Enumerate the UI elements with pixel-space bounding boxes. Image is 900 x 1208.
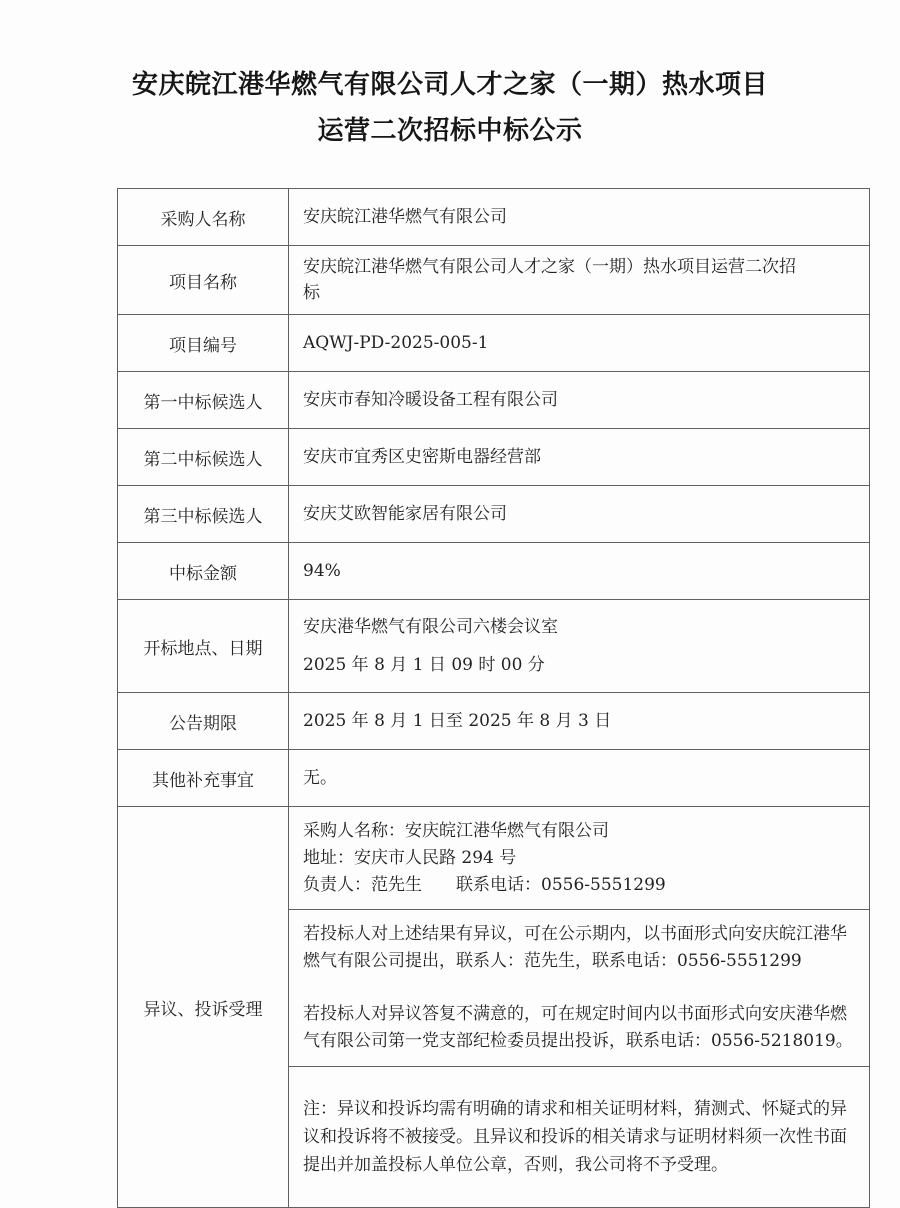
table-row <box>118 543 870 600</box>
table-row <box>118 429 870 486</box>
note-text: 注：异议和投诉均需有明确的请求和相关证明材料，猜测式、怀疑式的异议和投诉将不被接受。且异议和投诉的相关请求与证明材料须一次性书面提出并加盖投标人单位公章，否则，我公司将不予受理。 <box>303 1099 847 1175</box>
objection-paragraph: 若投标人对上述结果有异议，可在公示期内，以书面形式向安庆皖江港华燃气有限公司提出，联系人：范先生，联系电话：0556-5551299 <box>303 924 847 971</box>
row-label: 第二中标候选人 <box>118 429 289 486</box>
row-value <box>289 372 870 429</box>
table-row <box>118 693 870 750</box>
note-cell <box>289 1067 870 1208</box>
row-value <box>289 429 870 486</box>
open-bid-datetime: 2025 年 8 月 1 日 09 时 00 分 <box>303 655 545 675</box>
table-row <box>118 600 870 693</box>
page-title: 安庆皖江港华燃气有限公司人才之家（一期）热水项目运营二次招标中标公示 <box>131 70 768 146</box>
document-page <box>0 62 900 1175</box>
second-candidate: 安庆市宜秀区史密斯电器经营部 <box>303 447 541 467</box>
contact-purchaser: 采购人名称：安庆皖江港华燃气有限公司 <box>303 820 609 841</box>
row-value <box>289 693 870 750</box>
purchaser-name: 安庆皖江港华燃气有限公司 <box>303 207 507 227</box>
row-value <box>289 750 870 807</box>
complaint-label: 异议、投诉受理 <box>118 807 289 1208</box>
row-label: 公告期限 <box>118 693 289 750</box>
table-row <box>118 750 870 807</box>
row-value <box>289 315 870 372</box>
table-row <box>118 315 870 372</box>
row-value <box>289 189 870 246</box>
row-value <box>289 543 870 600</box>
row-label: 开标地点、日期 <box>118 600 289 693</box>
open-bid-location: 安庆港华燃气有限公司六楼会议室 <box>303 617 558 637</box>
row-label: 项目名称 <box>118 246 289 315</box>
row-value <box>289 486 870 543</box>
bid-amount: 94% <box>303 561 341 581</box>
third-candidate: 安庆艾欧智能家居有限公司 <box>303 504 507 524</box>
announcement-period: 2025 年 8 月 1 日至 2025 年 8 月 3 日 <box>303 711 612 731</box>
complaint-paragraph: 若投标人对异议答复不满意的，可在规定时间内以书面形式向安庆港华燃气有限公司第一党支部纪检委员提出投诉，联系电话：0556-5218019。 <box>303 1004 853 1051</box>
row-value <box>289 600 870 693</box>
contact-address: 地址：安庆市人民路 294 号 <box>303 847 517 868</box>
first-candidate: 安庆市春知冷暖设备工程有限公司 <box>303 390 558 410</box>
contact-cell <box>289 807 870 910</box>
table-row <box>118 246 870 315</box>
table-row <box>118 372 870 429</box>
row-label: 第一中标候选人 <box>118 372 289 429</box>
table-row <box>118 807 870 910</box>
row-label: 中标金额 <box>118 543 289 600</box>
row-label: 第三中标候选人 <box>118 486 289 543</box>
row-value <box>289 246 870 315</box>
contact-person-phone: 负责人：范先生 联系电话：0556-5551299 <box>303 874 666 895</box>
table-row <box>118 189 870 246</box>
row-label: 采购人名称 <box>118 189 289 246</box>
objection-cell <box>289 910 870 1067</box>
project-number: AQWJ-PD-2025-005-1 <box>303 333 489 353</box>
other-matters: 无。 <box>303 768 337 788</box>
table-row <box>118 486 870 543</box>
row-label: 其他补充事宜 <box>118 750 289 807</box>
row-label: 项目编号 <box>118 315 289 372</box>
announcement-table <box>117 188 870 1208</box>
project-name: 安庆皖江港华燃气有限公司人才之家（一期）热水项目运营二次招标 <box>303 257 796 303</box>
